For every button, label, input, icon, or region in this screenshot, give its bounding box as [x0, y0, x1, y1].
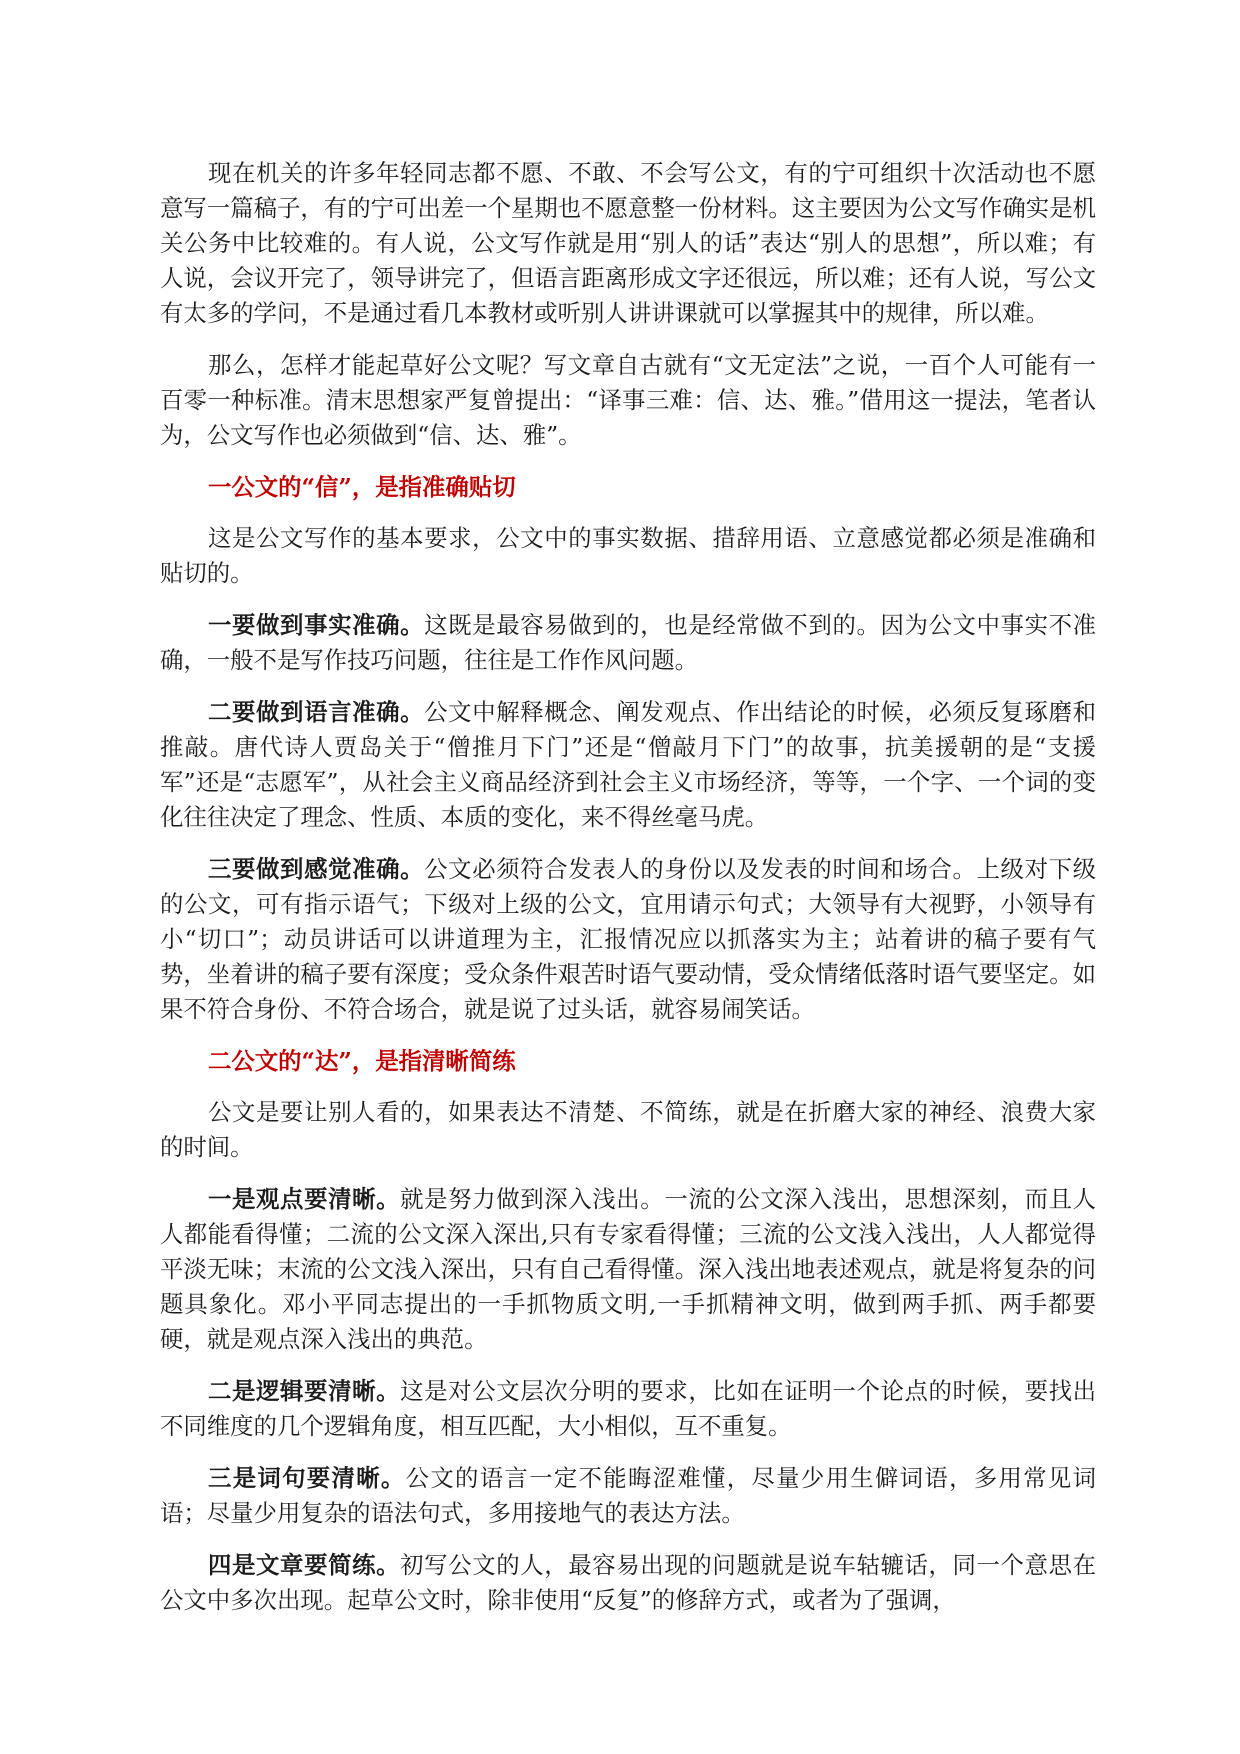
paragraph-text: 现在机关的许多年轻同志都不愿、不敢、不会写公文，有的宁可组织十次活动也不愿意写一篇稿子，有的宁可出差一个星期也不愿意整一份材料。这主要因为公文写作确实是机关公务中比较难的。有人说，公文写作就是用“别人的话”表达“别人的思想”，所以难；有人说，会议开完了，领导讲完了，但语言距离形成文字还很远，所以难；还有人说，写公文有太多的学问，不是通过看几本教材或听别人讲讲课就可以掌握其中的规律，所以难。 — [160, 159, 1096, 327]
paragraph-lead: 三是词句要清晰。 — [208, 1464, 406, 1492]
paragraph-lead: 二要做到语言准确。 — [208, 698, 425, 726]
paragraph-lead: 二是逻辑要清晰。 — [208, 1377, 401, 1405]
paragraph-language-accuracy — [160, 695, 1096, 835]
paragraph-concise-writing — [160, 1548, 1096, 1618]
paragraph-text: 那么，怎样才能起草好公文呢？写文章自古就有“文无定法”之说，一百个人可能有一百零一种标准。清末思想家严复曾提出：“译事三难：信、达、雅。”借用这一提法，笔者认为，公文写作也必须做到“信、达、雅”。 — [160, 351, 1096, 449]
paragraph-lead: 一要做到事实准确。 — [208, 611, 425, 639]
paragraph-intro-2 — [160, 348, 1096, 453]
paragraph-lead: 三要做到感觉准确。 — [208, 855, 425, 883]
paragraph-text: 初写公文的人，最容易出现的问题就是说车轱辘话，同一个意思在公文中多次出现。起草公文时，除非使用“反复”的修辞方式，或者为了强调， — [160, 1551, 1097, 1614]
paragraph-text: 公文必须符合发表人的身份以及发表的时间和场合。上级对下级的公文，可有指示语气；下级对上级的公文，宜用请示句式；大领导有大视野，小领导有小“切口”；动员讲话可以讲道理为主，汇报情况应以抓落实为主；站着讲的稿子要有气势，坐着讲的稿子要有深度；受众条件艰苦时语气要动情，受众情绪低落时语气要坚定。如果不符合身份、不符合场合，就是说了过头话，就容易闹笑话。 — [160, 855, 1097, 1023]
paragraph-lead: 一是观点要清晰。 — [208, 1185, 401, 1213]
paragraph-wording-clarity — [160, 1461, 1096, 1531]
paragraph-text: 公文中解释概念、阐发观点、作出结论的时候，必须反复琢磨和推敲。唐代诗人贾岛关于“僧推月下门”还是“僧敲月下门”的故事，抗美援朝的是“支援军”还是“志愿军”，从社会主义商品经济到社会主义市场经济，等等，一个字、一个词的变化往往决定了理念、性质、本质的变化，来不得丝毫马虎。 — [160, 698, 1097, 831]
paragraph-lead: 四是文章要简练。 — [208, 1551, 401, 1579]
paragraph-text: 这是公文写作的基本要求，公文中的事实数据、措辞用语、立意感觉都必须是准确和贴切的。 — [160, 524, 1096, 587]
paragraph-xin-intro — [160, 521, 1096, 591]
paragraph-viewpoint-clarity — [160, 1182, 1096, 1357]
document-body — [160, 156, 1096, 1635]
section-heading-xin: 一公文的“信”，是指准确贴切 — [208, 473, 516, 501]
paragraph-da-intro — [160, 1095, 1096, 1165]
paragraph-feeling-accuracy — [160, 852, 1096, 1027]
paragraph-text: 就是努力做到深入浅出。一流的公文深入浅出，思想深刻，而且人人都能看得懂；二流的公文深入深出,只有专家看得懂；三流的公文浅入浅出，人人都觉得平淡无味；末流的公文浅入深出，只有自己看得懂。深入浅出地表述观点，就是将复杂的问题具象化。邓小平同志提出的一手抓物质文明,一手抓精神文明，做到两手抓、两手都要硬，就是观点深入浅出的典范。 — [160, 1185, 1097, 1353]
paragraph-text: 这既是最容易做到的，也是经常做不到的。因为公文中事实不准确，一般不是写作技巧问题，往往是工作作风问题。 — [160, 611, 1097, 674]
paragraph-logic-clarity — [160, 1374, 1096, 1444]
paragraph-text: 这是对公文层次分明的要求，比如在证明一个论点的时候，要找出不同维度的几个逻辑角度，相互匹配，大小相似，互不重复。 — [160, 1377, 1097, 1440]
paragraph-intro-1 — [160, 156, 1096, 331]
paragraph-fact-accuracy — [160, 608, 1096, 678]
paragraph-text: 公文的语言一定不能晦涩难懂，尽量少用生僻词语，多用常见词语；尽量少用复杂的语法句式，多用接地气的表达方法。 — [160, 1464, 1096, 1527]
paragraph-text: 公文是要让别人看的，如果表达不清楚、不简练，就是在折磨大家的神经、浪费大家的时间。 — [160, 1098, 1096, 1161]
section-heading-da: 二公文的“达”，是指清晰简练 — [208, 1047, 516, 1075]
